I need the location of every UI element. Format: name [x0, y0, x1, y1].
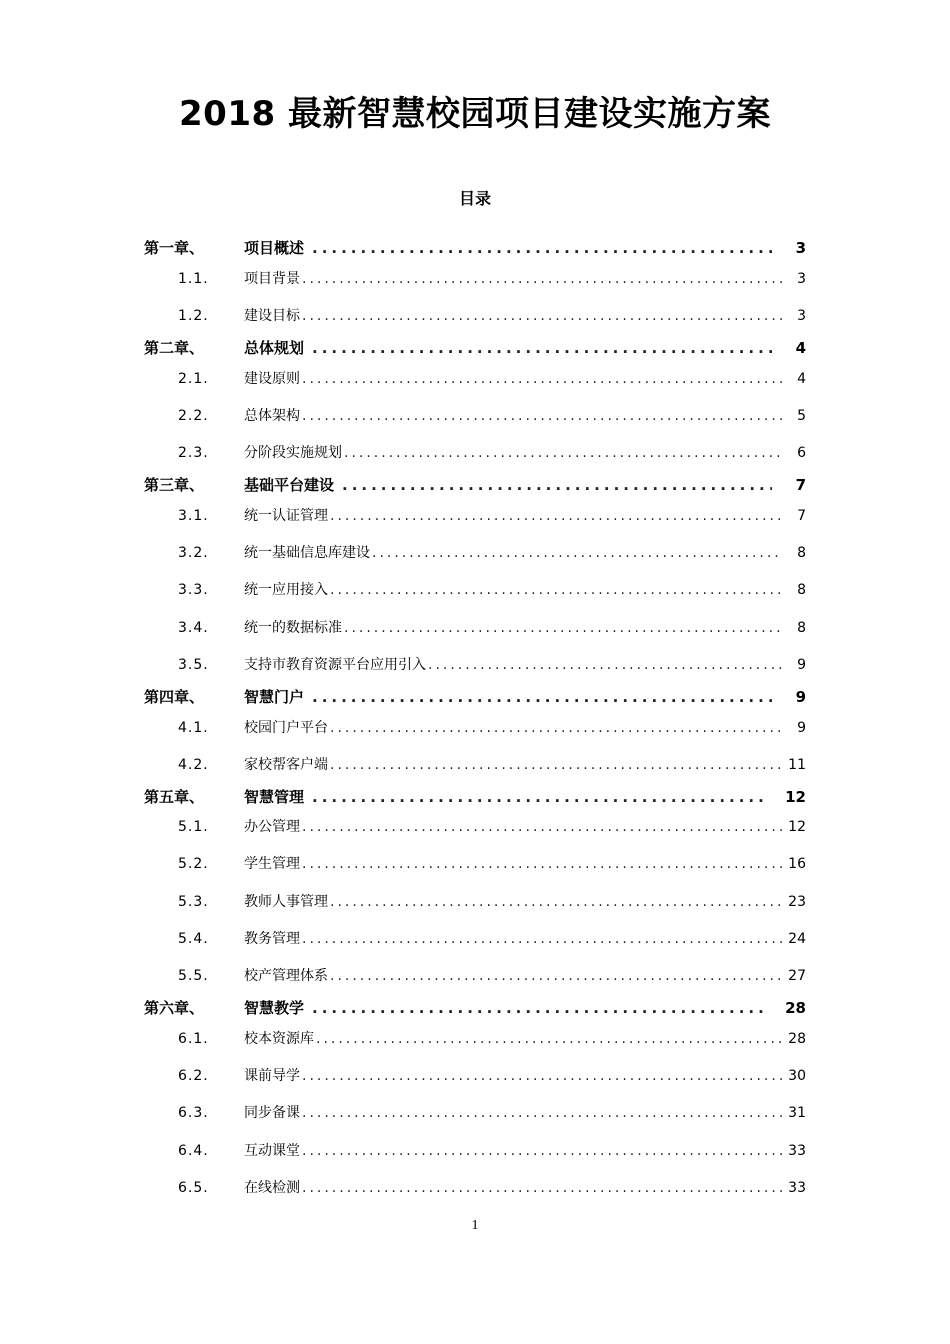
- dot-leader: [330, 757, 782, 773]
- toc-page-ref: 33: [788, 1143, 806, 1159]
- dot-leader: [302, 271, 782, 287]
- toc-page-ref: 3: [797, 271, 806, 287]
- toc-label: 教务管理: [244, 931, 300, 947]
- toc-page-ref: 8: [797, 582, 806, 598]
- toc-label: 项目概述: [244, 239, 305, 257]
- dot-leader: [330, 582, 782, 598]
- toc-number: 3.4.: [178, 620, 209, 636]
- toc-label: 互动课堂: [244, 1143, 300, 1159]
- dot-leader: [330, 508, 782, 524]
- toc-page-ref: 11: [788, 757, 806, 773]
- dot-leader: [372, 545, 782, 561]
- toc-label: 在线检测: [244, 1180, 300, 1196]
- dot-leader: [302, 308, 782, 324]
- toc-page-ref: 31: [788, 1105, 806, 1121]
- dot-leader: [302, 408, 782, 424]
- toc-number: 第二章、: [144, 339, 205, 357]
- toc-label: 建设原则: [244, 371, 300, 387]
- toc-page-ref: 4: [797, 371, 806, 387]
- toc-number: 5.3.: [178, 894, 209, 910]
- toc-page-ref: 33: [788, 1180, 806, 1196]
- toc-label: 统一基础信息库建设: [244, 545, 370, 561]
- toc-page-ref: 7: [795, 476, 806, 494]
- toc-label: 统一应用接入: [244, 582, 328, 598]
- toc-number: 第一章、: [144, 239, 205, 257]
- dot-leader: [302, 856, 782, 872]
- dot-leader: [330, 894, 782, 910]
- toc-label: 校本资源库: [244, 1031, 314, 1047]
- toc-chapter-entry[interactable]: [144, 237, 806, 259]
- dot-leader: [344, 445, 782, 461]
- toc-number: 2.2.: [178, 408, 209, 424]
- dot-leader: [428, 657, 782, 673]
- toc-number: 第四章、: [144, 688, 205, 706]
- dot-leader: [312, 688, 772, 706]
- toc-section-entry[interactable]: [178, 754, 806, 776]
- toc-section-entry[interactable]: [178, 442, 806, 464]
- toc-section-entry[interactable]: [178, 579, 806, 601]
- dot-leader: [312, 339, 772, 357]
- toc-number: 2.3.: [178, 445, 209, 461]
- toc-page-ref: 12: [788, 819, 806, 835]
- toc-page-ref: 6: [797, 445, 806, 461]
- dot-leader: [302, 371, 782, 387]
- toc-page-ref: 4: [795, 339, 806, 357]
- toc-section-entry[interactable]: [178, 542, 806, 564]
- toc-label: 支持市教育资源平台应用引入: [244, 657, 426, 673]
- toc-page-ref: 9: [795, 688, 806, 706]
- toc-number: 6.4.: [178, 1143, 209, 1159]
- toc-section-entry[interactable]: [178, 816, 806, 838]
- toc-page-ref: 28: [788, 1031, 806, 1047]
- dot-leader: [302, 931, 782, 947]
- dot-leader: [302, 1068, 782, 1084]
- dot-leader: [312, 999, 769, 1017]
- toc-label: 同步备课: [244, 1105, 300, 1121]
- toc-section-entry[interactable]: [178, 1028, 806, 1050]
- toc-label: 基础平台建设: [244, 476, 335, 494]
- toc-chapter-entry[interactable]: [144, 997, 806, 1019]
- toc-section-entry[interactable]: [178, 405, 806, 427]
- toc-number: 1.1.: [178, 271, 209, 287]
- toc-page-ref: 23: [788, 894, 806, 910]
- toc-section-entry[interactable]: [178, 268, 806, 290]
- dot-leader: [302, 1143, 782, 1159]
- toc-page-ref: 16: [788, 856, 806, 872]
- toc-number: 3.1.: [178, 508, 209, 524]
- toc-section-entry[interactable]: [178, 965, 806, 987]
- toc-page-ref: 7: [797, 508, 806, 524]
- toc-number: 4.1.: [178, 720, 209, 736]
- toc-number: 1.2.: [178, 308, 209, 324]
- dot-leader: [330, 720, 782, 736]
- toc-number: 第五章、: [144, 788, 205, 806]
- toc-page-ref: 8: [797, 620, 806, 636]
- toc-section-entry[interactable]: [178, 617, 806, 639]
- dot-leader: [342, 476, 772, 494]
- dot-leader: [302, 1180, 782, 1196]
- page-number: 1: [471, 1218, 479, 1233]
- toc-page-ref: 30: [788, 1068, 806, 1084]
- toc-chapter-entry[interactable]: [144, 786, 806, 808]
- toc-label: 统一的数据标准: [244, 620, 342, 636]
- toc-number: 3.3.: [178, 582, 209, 598]
- toc-number: 6.5.: [178, 1180, 209, 1196]
- document-title: 2018 最新智慧校园项目建设实施方案: [179, 94, 771, 134]
- toc-label: 统一认证管理: [244, 508, 328, 524]
- dot-leader: [316, 1031, 782, 1047]
- toc-page-ref: 3: [797, 308, 806, 324]
- toc-section-entry[interactable]: [178, 1102, 806, 1124]
- toc-label: 校产管理体系: [244, 968, 328, 984]
- toc-number: 6.2.: [178, 1068, 209, 1084]
- toc-chapter-entry[interactable]: [144, 474, 806, 496]
- toc-heading: 目录: [458, 189, 491, 208]
- toc-label: 家校帮客户端: [244, 757, 328, 773]
- toc-section-entry[interactable]: [178, 1177, 806, 1199]
- toc-section-entry[interactable]: [178, 654, 806, 676]
- toc-number: 2.1.: [178, 371, 209, 387]
- toc-page-ref: 12: [785, 788, 806, 806]
- toc-number: 第六章、: [144, 999, 205, 1017]
- toc-chapter-entry[interactable]: [144, 337, 806, 359]
- toc-label: 课前导学: [244, 1068, 300, 1084]
- dot-leader: [330, 968, 782, 984]
- toc-label: 校园门户平台: [244, 720, 328, 736]
- dot-leader: [312, 239, 772, 257]
- dot-leader: [312, 788, 769, 806]
- toc-section-entry[interactable]: [178, 305, 806, 327]
- toc-section-entry[interactable]: [178, 928, 806, 950]
- dot-leader: [344, 620, 782, 636]
- toc-number: 6.1.: [178, 1031, 209, 1047]
- toc-page-ref: 8: [797, 545, 806, 561]
- toc-label: 智慧门户: [244, 688, 305, 706]
- toc-page-ref: 3: [795, 239, 806, 257]
- toc-label: 项目背景: [244, 271, 300, 287]
- toc-label: 智慧教学: [244, 999, 305, 1017]
- toc-label: 总体规划: [244, 339, 305, 357]
- toc-label: 办公管理: [244, 819, 300, 835]
- toc-page-ref: 5: [797, 408, 806, 424]
- toc-section-entry[interactable]: [178, 853, 806, 875]
- toc-label: 建设目标: [244, 308, 300, 324]
- toc-section-entry[interactable]: [178, 717, 806, 739]
- toc-page-ref: 9: [797, 720, 806, 736]
- toc-page-ref: 27: [788, 968, 806, 984]
- toc-number: 4.2.: [178, 757, 209, 773]
- toc-section-entry[interactable]: [178, 368, 806, 390]
- toc-label: 总体架构: [244, 408, 300, 424]
- toc-number: 第三章、: [144, 476, 205, 494]
- toc-number: 5.5.: [178, 968, 209, 984]
- toc-section-entry[interactable]: [178, 505, 806, 527]
- dot-leader: [302, 1105, 782, 1121]
- toc-number: 5.1.: [178, 819, 209, 835]
- toc-label: 分阶段实施规划: [244, 445, 342, 461]
- toc-label: 教师人事管理: [244, 894, 328, 910]
- toc-section-entry[interactable]: [178, 891, 806, 913]
- toc-page-ref: 24: [788, 931, 806, 947]
- toc-number: 5.2.: [178, 856, 209, 872]
- toc-chapter-entry[interactable]: [144, 686, 806, 708]
- dot-leader: [302, 819, 782, 835]
- toc-label: 智慧管理: [244, 788, 305, 806]
- toc-number: 3.2.: [178, 545, 209, 561]
- toc-number: 6.3.: [178, 1105, 209, 1121]
- toc-page-ref: 28: [785, 999, 806, 1017]
- toc-label: 学生管理: [244, 856, 300, 872]
- toc-number: 5.4.: [178, 931, 209, 947]
- toc-number: 3.5.: [178, 657, 209, 673]
- toc-section-entry[interactable]: [178, 1140, 806, 1162]
- toc-section-entry[interactable]: [178, 1065, 806, 1087]
- toc-page-ref: 9: [797, 657, 806, 673]
